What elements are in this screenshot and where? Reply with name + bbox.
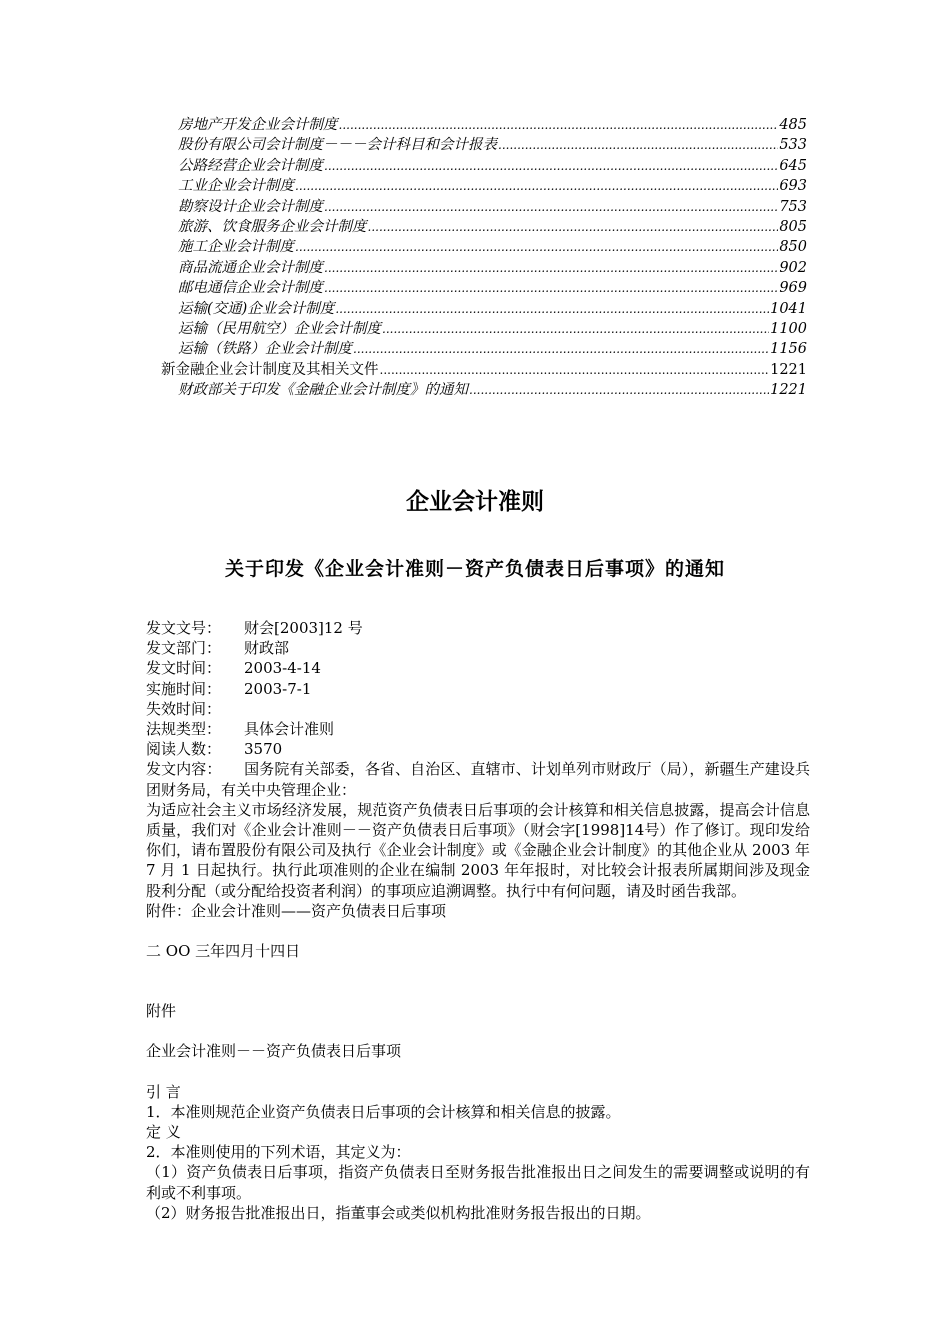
toc-entry-title: 邮电通信企业会计制度 [178,280,323,297]
toc-page-number: 533 [779,137,807,154]
meta-key: 发文文号： [146,619,222,637]
toc-entry[interactable] [178,197,807,217]
toc-leader [295,176,778,196]
toc-page-number: 645 [779,157,807,174]
toc-entry-title: 施工企业会计制度 [178,239,294,256]
meta-value: 2003-4-14 [244,659,321,678]
meta-key: 阅读人数： [146,740,222,759]
toc-entry-title: 股份有限公司会计制度－－－会计科目和会计报表 [178,137,497,154]
toc-entry-title: 勘察设计企业会计制度 [178,198,323,215]
annex-title: 企业会计准则－－资产负债表日后事项 [146,1042,402,1061]
toc-entry-title: 公路经营企业会计制度 [178,157,323,174]
meta-value: 财政部 [244,639,290,658]
toc-page-number: 969 [779,280,807,297]
toc-page-number: 850 [779,239,807,256]
toc-entry[interactable] [178,278,807,298]
toc-leader [324,197,778,217]
toc-page-number: 1156 [770,341,807,358]
meta-row [146,618,810,638]
toc-entry-title: 房地产开发企业会计制度 [178,117,338,133]
toc-entry-title: 运输(交通)企业会计制度 [178,300,335,317]
meta-key: 失效时间： [146,699,222,718]
toc-entry[interactable] [178,156,807,176]
table-of-contents [0,115,950,400]
toc-leader [469,380,769,400]
issue-date: 二 OO 三年四月十四日 [146,942,301,961]
toc-page-number: 485 [779,117,807,133]
toc-page-number: 902 [779,259,807,276]
meta-value: 2003-7-1 [244,679,312,698]
meta-key: 法规类型： [146,720,222,739]
spacer [146,1062,810,1082]
toc-leader [368,217,779,237]
toc-entry[interactable] [178,319,807,339]
toc-entry[interactable] [178,380,807,400]
section-heading-intro: 引 言 [146,1082,181,1101]
notice-heading: 关于印发《企业会计准则－资产负债表日后事项》的通知 [224,558,725,580]
toc-entry-title: 运输（铁路）企业会计制度 [178,341,352,358]
meta-value: 财会[2003]12 号 [244,619,363,637]
toc-entry[interactable] [178,258,807,278]
toc-entry[interactable] [161,360,807,380]
toc-page-number: 1221 [770,382,807,399]
toc-leader [324,156,778,176]
toc-leader [295,237,778,257]
toc-entry[interactable] [178,237,807,257]
toc-page-number: 1221 [770,361,807,378]
document-body [146,618,810,1223]
clause-2-1: （1）资产负债表日后事项，指资产负债表日至财务报告批准报出日之间发生的需要调整或说明的有利或不利事项。 [146,1163,810,1202]
toc-entry-title: 旅游、饮食服务企业会计制度 [178,218,367,235]
content-paragraph-recipients: 发文内容： 国务院有关部委，各省、自治区、直辖市、计划单列市财政厅（局），新疆生产建设兵团财务局，有关中央管理企业： [146,760,810,799]
meta-key: 实施时间： [146,679,222,698]
toc-page-number: 693 [779,178,807,195]
meta-row [146,719,810,739]
meta-row [146,699,810,719]
toc-leader [324,278,778,298]
toc-page-number: 753 [779,198,807,215]
toc-leader [339,115,779,135]
meta-value: 3570 [244,740,283,759]
annex-label: 附件 [146,1002,177,1021]
toc-entry-title: 财政部关于印发《金融企业会计制度》的通知 [178,382,468,399]
clause-2-2: （2）财务报告批准报出日，指董事会或类似机构批准财务报告报出的日期。 [146,1203,651,1222]
toc-page-number: 1041 [770,300,807,317]
clause-2: 2．本准则使用的下列术语，其定义为： [146,1143,411,1162]
spacer [146,961,810,1001]
toc-entry[interactable] [178,339,807,359]
toc-entry[interactable] [178,176,807,196]
toc-entry[interactable] [178,135,807,155]
toc-entry-title: 运输（民用航空）企业会计制度 [178,320,381,337]
content-paragraph-main: 为适应社会主义市场经济发展，规范资产负债表日后事项的会计核算和相关信息披露，提高会计信息质量，我们对《企业会计准则－－资产负债表日后事项》（财会字[1998]14号）作了修订。现印发给你们，请布置股份有限公司及执行《企业会计制度》或《金融企业会计制度》的其他企业从 2003 年 7 月 1 日起执行。执行此项准则的企业在编制 2003 年年报时，对比较会计报表所属期间涉及现金股利分配（或分配给投资者利润）的事项应追溯调整。执行中有何问题，请及时函告我部。 [146,800,810,900]
meta-row [146,679,810,699]
meta-row [146,658,810,678]
toc-page-number: 1100 [770,320,807,337]
spacer [146,921,810,941]
toc-leader [324,258,778,278]
toc-entry[interactable] [178,217,807,237]
toc-leader [335,299,769,319]
toc-entry[interactable] [178,115,807,135]
meta-value: 具体会计准则 [244,720,335,739]
toc-entry[interactable] [178,299,807,319]
spacer [146,1021,810,1041]
meta-key: 发文部门： [146,639,222,658]
meta-row [146,739,810,759]
toc-leader [498,135,778,155]
main-heading: 企业会计准则 [406,489,544,515]
toc-entry-title: 工业企业会计制度 [178,178,294,195]
meta-row [146,638,810,658]
attachment-line: 附件：企业会计准则——资产负债表日后事项 [146,901,447,920]
toc-page-number: 805 [779,218,807,235]
toc-leader [353,339,769,359]
clause-1: 1．本准则规范企业资产负债表日后事项的会计核算和相关信息的披露。 [146,1102,621,1121]
toc-entry-title: 商品流通企业会计制度 [178,259,323,276]
toc-entry-title: 新金融企业会计制度及其相关文件 [161,361,379,378]
section-heading-definitions: 定 义 [146,1123,181,1142]
toc-leader [380,360,770,380]
meta-key: 发文时间： [146,659,222,678]
toc-leader [382,319,769,339]
